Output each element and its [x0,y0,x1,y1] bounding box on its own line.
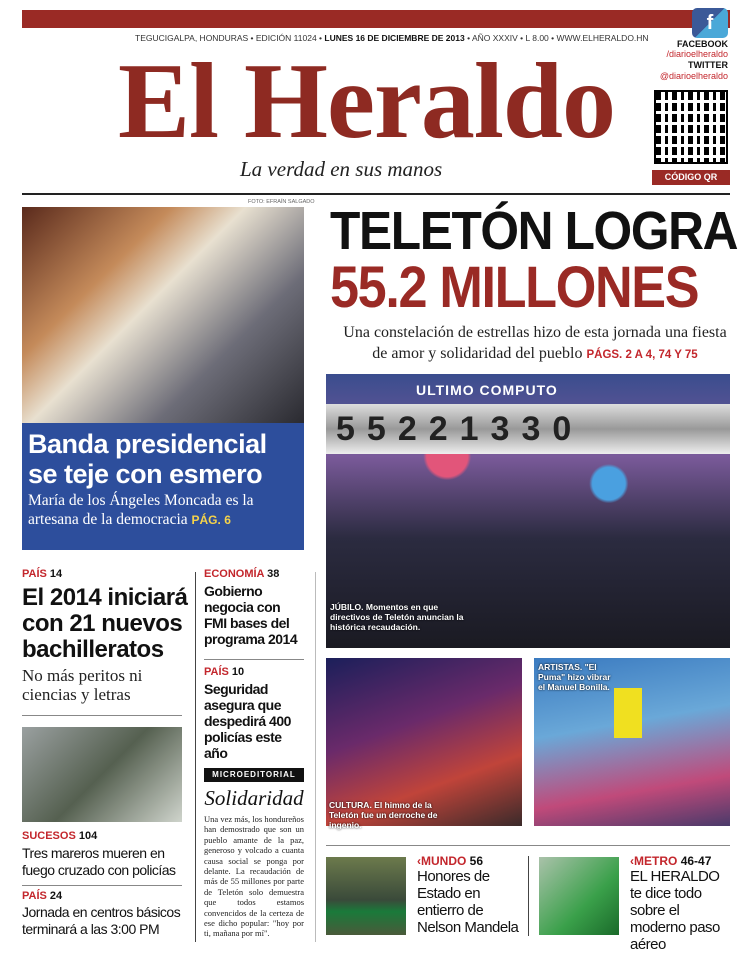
feature-summary [28,491,298,530]
overpass-graphic [539,857,619,935]
lead-pages: PÁGS. 2 A 4, 74 Y 75 [586,349,698,361]
section-label: MUNDO [421,854,467,868]
facebook-label: FACEBOOK [676,39,728,49]
story-headline[interactable]: El 2014 iniciará con 21 nuevos bachilleratos [22,584,188,663]
top-banner [22,10,730,28]
newspaper-logo: El Heraldo [118,42,615,161]
story-headline[interactable]: Honores de Estado en entierro de Nelson Mandela [417,868,519,936]
lead-subtitle-text: Una constelación de estrellas hizo de esta jornada una fiesta de amor y solidaridad del pueblo [343,324,727,362]
lead-headline-2: 55.2 MILLONES [330,255,699,320]
artists-photo [534,658,730,826]
dateline-edition: TEGUCIGALPA, HONDURAS • EDICIÓN 11024 • [135,33,323,43]
artisan-photo [22,207,304,423]
culture-caption: CULTURA. El himno de la Teletón fue un derroche de ingenio. [329,800,438,830]
microeditorial-body: Una vez más, los hondureños han demostrado que son un pueblo amante de la paz, generoso y volcado a cuanta causa social se ponga por delante. La recaudación de más de 55 millones por parte de Teletón solo demuestra que todos estamos convencidos de la certeza de ese dicho popular: "hoy por ti, mañana por mí". [204,814,304,939]
section-label: ‹ [417,854,421,868]
story-headline[interactable]: Tres mareros mueren en fuego cruzado con policías [22,845,176,878]
tagline: La verdad en sus manos [240,157,443,181]
section-label: METRO [634,854,678,868]
column-divider [315,572,316,942]
section-page-number: 24 [49,890,63,902]
story-headline[interactable]: Jornada en centros básicos terminará a las 3:00 PM [22,904,181,937]
story-section [204,568,279,580]
main-photo-caption: JÚBILO. Momentos en que directivos de Teletón anuncian la histórica recaudación. [330,602,464,632]
facebook-handle[interactable]: /diarioelheraldo [666,49,728,59]
section-label: PAÍS [22,890,47,902]
dateline-date: LUNES 16 DE DICIEMBRE DE 2013 [324,33,465,43]
story-section [22,890,62,902]
feature-summary-text: María de los Ángeles Moncada es la artesana de la democracia [28,492,254,528]
section-page-number: 10 [231,666,245,678]
twitter-handle[interactable]: @diarioelheraldo [659,71,728,81]
teleton-main-photo [326,374,730,648]
divider [22,885,182,886]
feature-story[interactable] [22,423,304,550]
story-deck: No más peritos ni ciencias y letras [22,666,143,704]
qr-code-icon [656,92,726,162]
culture-photo [326,658,522,830]
story-headline[interactable]: EL HERALDO te dice todo sobre el moderno paso aéreo [630,868,720,953]
qr-code-label: CÓDIGO QR [652,170,730,185]
story-headline[interactable]: Gobierno negocia con FMI bases del programa 2014 [204,583,298,647]
artists-caption: ARTISTAS. "El Puma" hizo vibrar el Manuel Bonilla. [538,662,611,692]
feature-page: PÁG. 6 [191,513,231,527]
police-photo [22,727,182,822]
section-label: PAÍS [204,666,229,678]
twitter-label: TWITTER [688,60,728,70]
story-section [22,568,62,580]
dateline-price-url: • AÑO XXXIV • L 8.00 • WWW.ELHERALDO.HN [467,33,649,43]
photo-credit: FOTO: EFRAÍN SALGADO [248,199,315,205]
divider [326,845,730,846]
section-label: ‹ [630,854,634,868]
story-headline[interactable]: Seguridad asegura que despedirá 400 policías este año [204,681,291,761]
section-page-number: 14 [49,568,63,580]
lead-headline-1: TELETÓN LOGRA [330,201,738,261]
section-page-number: 56 [469,854,484,868]
divider [204,659,304,660]
feature-headline: Banda presidencial se teje con esmero [28,429,267,489]
counter-label: ULTIMO COMPUTO [416,382,558,398]
mandela-photo [326,857,406,935]
section-page-number: 104 [78,830,98,842]
section-label: PAÍS [22,568,47,580]
column-divider [528,856,529,936]
microeditorial-title: Solidaridad [204,786,304,810]
donation-counter: 55221330 [326,404,730,454]
story-section [204,666,244,678]
facebook-icon[interactable]: f [692,8,728,38]
section-label: SUCESOS [22,830,76,842]
story-section [630,854,711,868]
section-page-number: 46-47 [680,854,712,868]
lead-subtitle [340,322,730,366]
header-divider [22,193,730,195]
section-page-number: 38 [267,568,280,580]
story-section [417,854,483,868]
microeditorial-label: MICROEDITORIAL [204,768,304,782]
story-section [22,830,97,842]
section-label: ECONOMÍA [204,568,265,580]
divider [22,715,182,716]
column-divider [195,572,196,942]
performer-figure [614,688,642,738]
